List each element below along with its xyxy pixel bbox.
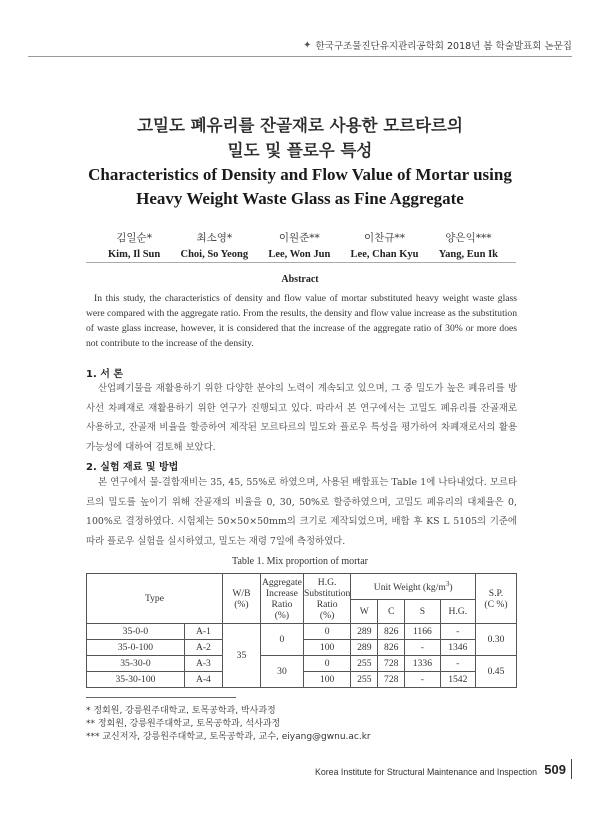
col-header-unit-weight: Unit Weight $(kg/m^3)$ xyxy=(351,574,476,600)
title-english-line2: Heavy Weight Waste Glass as Fine Aggregate xyxy=(136,189,464,208)
sub-header-s: S xyxy=(405,600,440,624)
section-heading-intro: 1. 서 론 xyxy=(86,369,124,380)
author: 이원준** Lee, Won Jun xyxy=(268,232,331,260)
abstract-heading: Abstract xyxy=(281,274,319,285)
page-number-bar xyxy=(571,759,572,779)
footnote: *** 교신저자, 강릉원주대학교, 토목공학과, 교수, eiyang@gwnu.ac.kr xyxy=(86,732,371,742)
author: 이찬규** Lee, Chan Kyu xyxy=(350,232,419,260)
author: 김일순* Kim, Il Sun xyxy=(108,232,161,260)
section-body-methods: 본 연구에서 물-결합재비는 35, 45, 55%로 하였으며, 사용된 배합표는 Table 1에 나타내었다. 모르타르의 밀도를 높이기 위해 잔골재의 비율을 0, 30, 50%로 할증하였으며, 고밀도 폐유리의 대체율은 0, 100%로 결정하였다. 시험체는 50×50×50mm의 크기로 제작되었으며, 배합 후 KS L 5105의 기준에 따라 플로우 실험을 실시하였고, 밀도는 재령 7일에 측정하였다. xyxy=(86,477,517,547)
footnote-divider xyxy=(86,697,236,698)
aggregate-cell: 0 xyxy=(260,624,303,656)
sp-cell: 0.30 xyxy=(476,624,517,656)
footer-organization: Korea Institute for Structural Maintenance and Inspection xyxy=(314,767,537,777)
title-korean-line1: 고밀도 폐유리를 잔골재로 사용한 모르타르의 xyxy=(137,116,463,135)
page-number: 509 xyxy=(544,762,566,777)
running-header xyxy=(303,38,572,52)
section-heading-methods: 2. 실험 재료 및 방법 xyxy=(86,462,179,473)
abstract-body: In this study, the characteristics of density and flow value of mortar substituted heavy weight waste glass were compared with the aggregate ratio. From the results, the density and flow value increase as the substitution of waste glass increase, however, it is considered that the increase of the aggregate ratio of 30% or more does not contribute to the increase of the density. xyxy=(86,293,517,349)
table-row: 35-0-100 A-2 100 289 826 - 1346 xyxy=(87,640,517,656)
section-body-intro: 산업폐기물을 재활용하기 위한 다양한 분야의 노력이 계속되고 있으며, 그 중 밀도가 높은 폐유리를 방사선 차폐재로 재활용하기 위한 연구가 진행되고 있다. 따라서 본 연구에서는 고밀도 폐유리를 잔골재로 사용하고, 잔골재 비율을 할증하여 제작된 모르타르의 밀도와 플로우 특성을 평가하여 차폐재로서의 활용가능성에 대하여 검토해 보았다. xyxy=(86,383,517,453)
table-row: 35-30-0 A-3 30 0 255 728 1336 - 0.45 xyxy=(87,656,517,672)
table-caption: Table 1. Mix proportion of mortar xyxy=(232,556,368,567)
sp-cell: 0.45 xyxy=(476,656,517,688)
sub-header-hg: H.G. xyxy=(440,600,475,624)
sub-header-c: C xyxy=(378,600,405,624)
col-header-hg: H.G. Substitution Ratio (%) xyxy=(303,574,350,624)
journal-name: 한국구조물진단유지관리공학회 2018년 봄 학술발표회 논문집 xyxy=(315,41,572,52)
wb-cell: 35 xyxy=(222,624,260,688)
journal-logo-icon: ✦ xyxy=(303,39,312,51)
sub-header-w: W xyxy=(351,600,378,624)
author: 최소영* Choi, So Yeong xyxy=(180,232,249,260)
mix-proportion-table xyxy=(86,573,517,688)
col-header-type: Type xyxy=(87,574,223,624)
col-header-aggregate: Aggregate Increase Ratio (%) xyxy=(260,574,303,624)
title-english-line1: Characteristics of Density and Flow Value of Mortar using xyxy=(88,165,512,184)
title-korean-line2: 밀도 및 플로우 특성 xyxy=(227,141,373,160)
author-list xyxy=(108,230,498,260)
aggregate-cell: 30 xyxy=(260,656,303,688)
author: 양은익*** Yang, Eun Ik xyxy=(438,232,498,260)
footnote: ** 정회원, 강릉원주대학교, 토목공학과, 석사과정 xyxy=(86,719,281,729)
table-row: 35-30-100 A-4 100 255 728 - 1542 xyxy=(87,672,517,688)
table-row: 35-0-0 A-1 35 0 0 289 826 1166 - 0.30 xyxy=(87,624,517,640)
col-header-wb: W/B (%) xyxy=(222,574,260,624)
header-divider xyxy=(28,56,572,57)
author-divider xyxy=(86,262,516,263)
footnote: * 정회원, 강릉원주대학교, 토목공학과, 박사과정 xyxy=(86,706,276,716)
col-header-sp: S.P. (C %) xyxy=(476,574,517,624)
